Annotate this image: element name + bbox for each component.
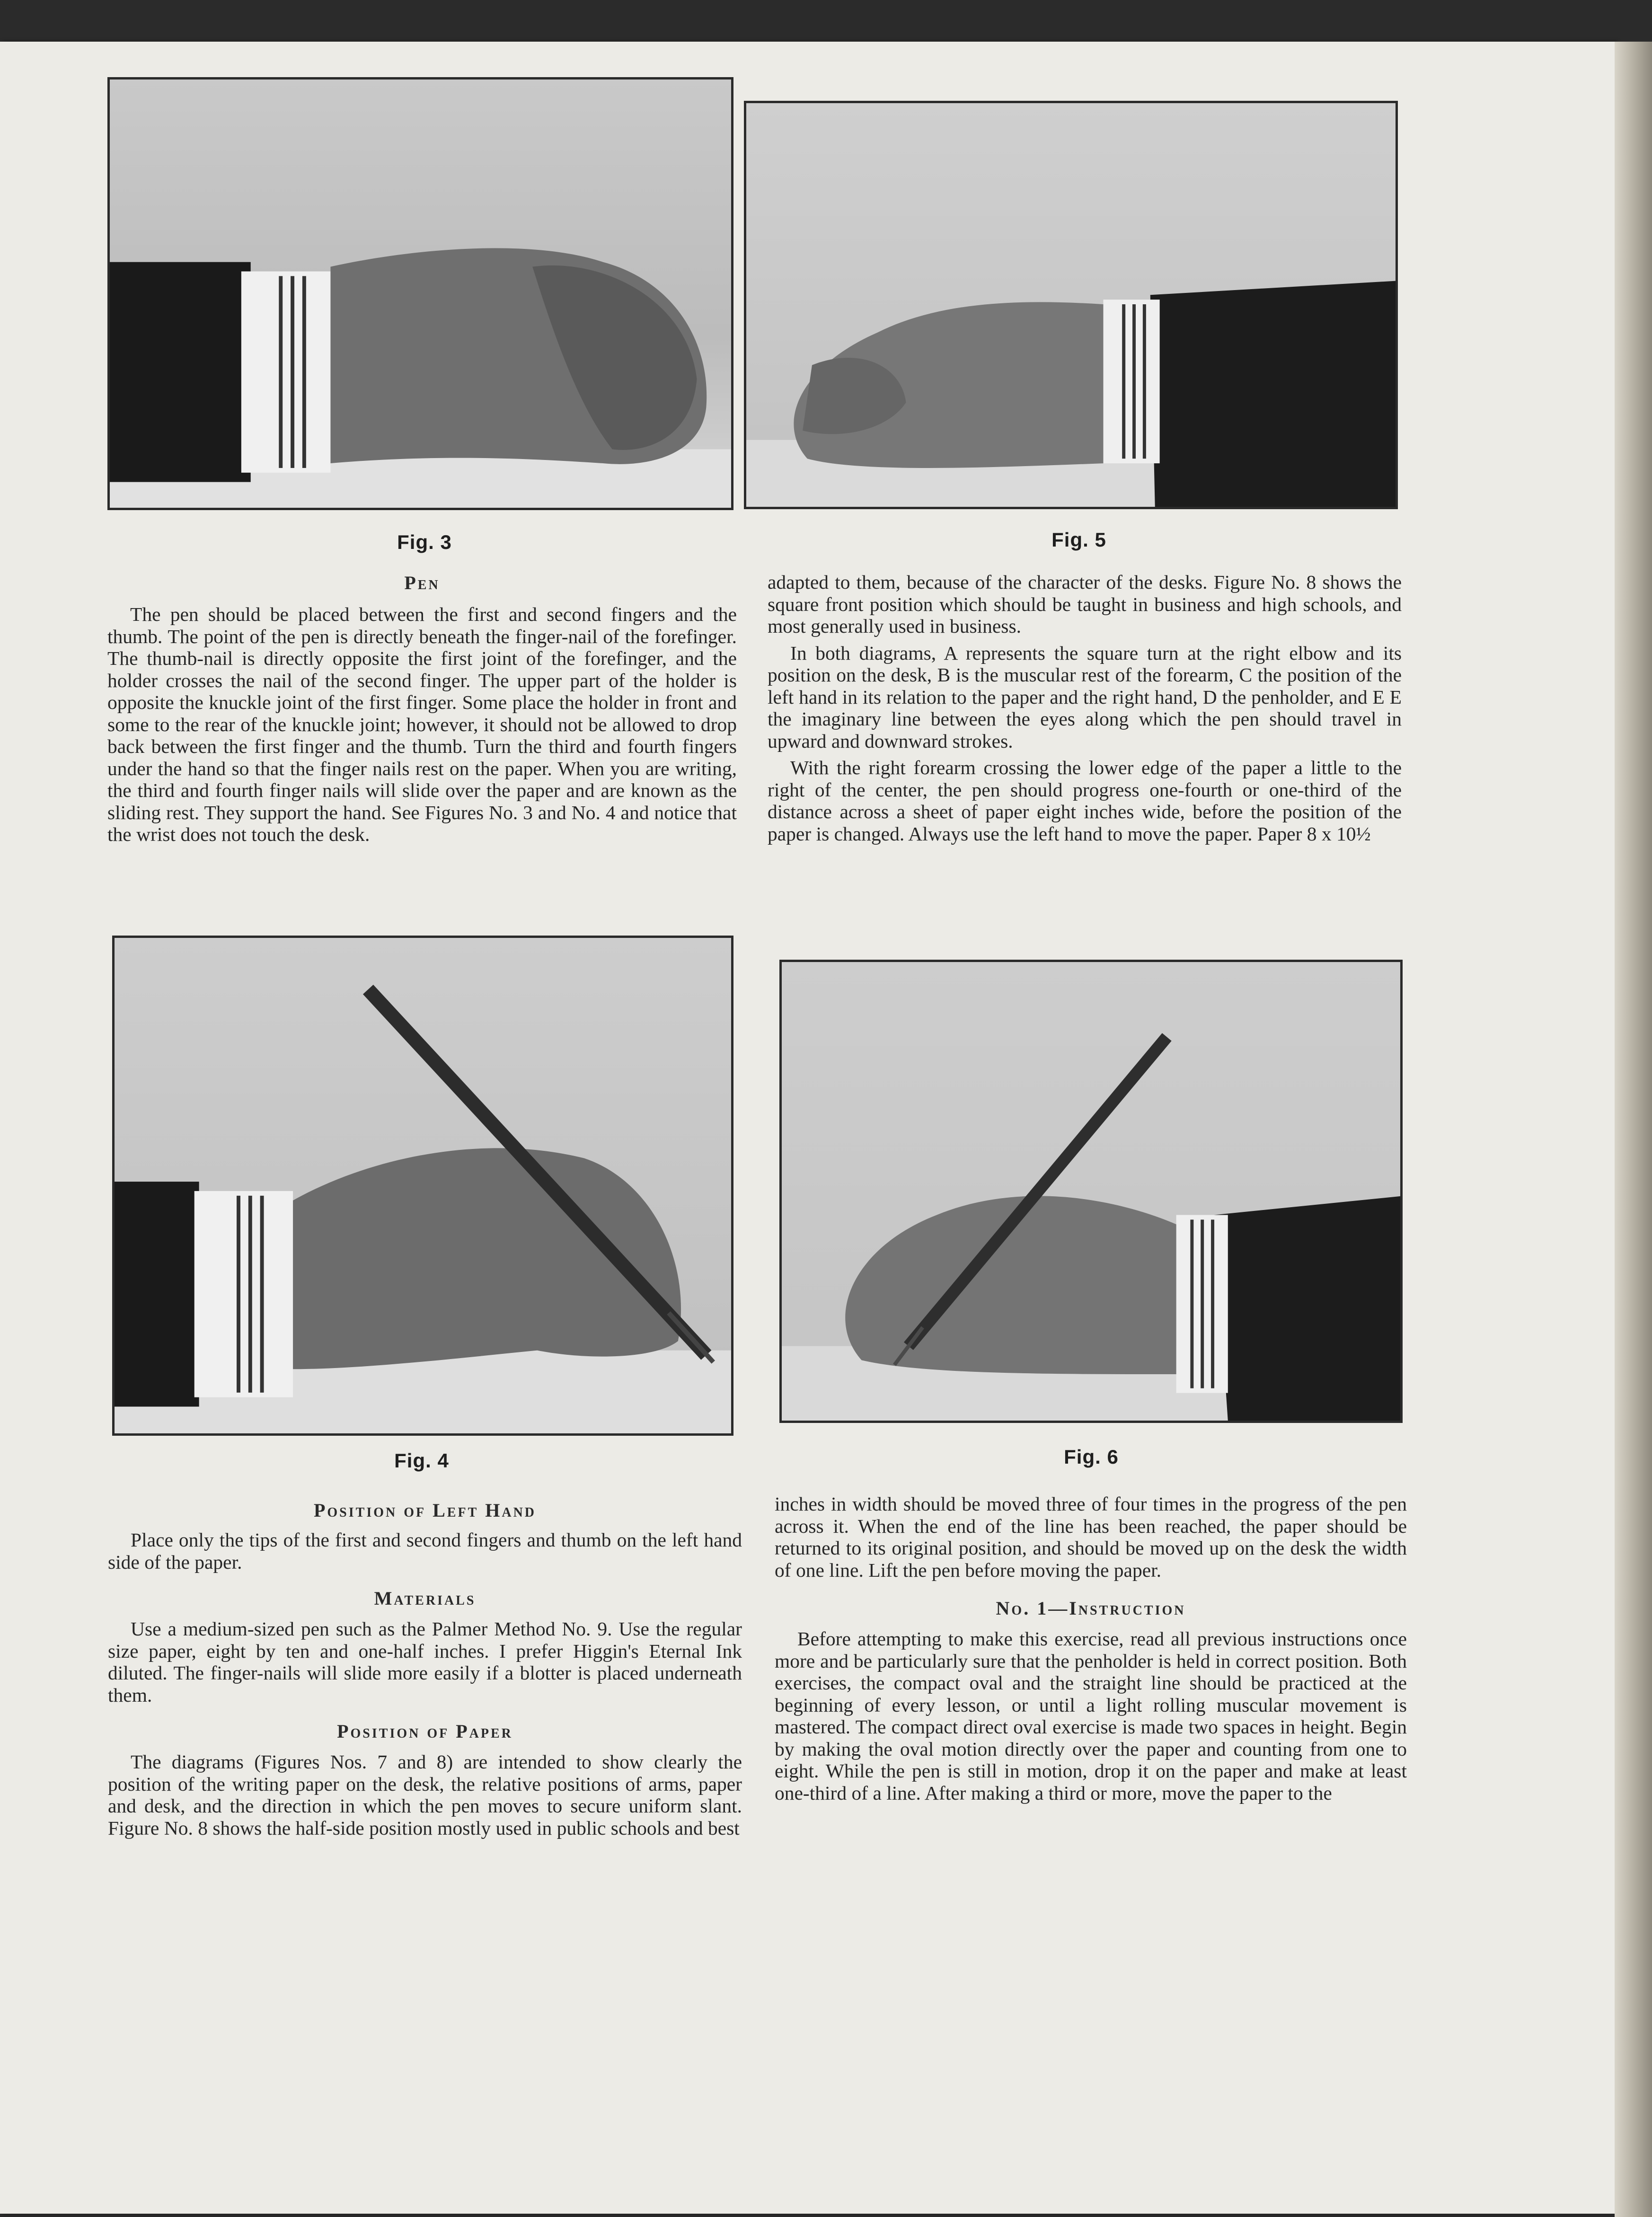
caption-fig-6: Fig. 6: [1064, 1446, 1119, 1468]
caption-fig-5: Fig. 5: [1051, 529, 1106, 551]
caption-fig-4: Fig. 4: [394, 1449, 449, 1472]
paragraph-materials: Use a medium-sized pen such as the Palmer Method No. 9. Use the regular size paper, eight by ten and one-half inches. I prefer Higgin's Eternal Ink diluted. The finger-nails will slide more easily if a blotter is placed underneath them.: [108, 1618, 742, 1706]
page-edge: [1615, 42, 1652, 2217]
paragraph-instruction: Before attempting to make this exercise, read all previous instructions once more and be particularly sure that the penholder is held in correct position. Both exercises, the compact oval and the straight line should be practiced at the beginning of every lesson, or until a light rolling muscular movement is mastered. The compact direct oval exercise is made two spaces in height. Begin by making the oval motion directly over the paper and counting from one to eight. While the pen is still in motion, drop it on the paper and make at least one-third of a line. After making a third or more, move the paper to the: [775, 1628, 1407, 1804]
heading-instruction: No. 1—Instruction: [996, 1598, 1186, 1619]
paragraph-diagrams: In both diagrams, A represents the square turn at the right elbow and its position on the desk, B is the muscular rest of the forearm, C the position of the left hand in its relation to the paper and the right hand, D the penholder, and E E the imaginary line between the eyes along which the pen should travel in upward and downward strokes.: [768, 642, 1402, 752]
heading-position-of-paper: Position of Paper: [337, 1721, 513, 1742]
photo-fig-3: [107, 77, 733, 510]
heading-pen: Pen: [404, 572, 440, 593]
column-right-lower: [775, 1493, 1407, 1804]
heading-materials: Materials: [374, 1588, 476, 1609]
paragraph-adapted: adapted to them, because of the character of the desks. Figure No. 8 shows the square front position which should be taught in business and high schools, and most generally used in business.: [768, 571, 1402, 637]
heading-left-hand: Position of Left Hand: [313, 1500, 537, 1521]
paragraph-inches: inches in width should be moved three of four times in the progress of the pen across it. When the end of the line has been reached, the paper should be returned to its original position, and should be moved up on the desk the width of one line. Lift the pen before moving the paper.: [775, 1493, 1407, 1581]
paragraph-left-hand: Place only the tips of the first and second fingers and thumb on the left hand side of the paper.: [108, 1529, 742, 1573]
column-right-upper: [768, 571, 1402, 845]
paragraph-forearm: With the right forearm crossing the lower edge of the paper a little to the right of the center, the pen should progress one-fourth or one-third of the distance across a sheet of paper eight inches wide, before the position of the paper is changed. Always use the left hand to move the paper. Paper 8 x 10½: [768, 757, 1402, 845]
paragraph-pen: The pen should be placed between the first and second fingers and the thumb. The point of the pen is directly beneath the finger-nail of the forefinger. The thumb-nail is directly opposite the first joint of the forefinger, and the holder crosses the nail of the second finger. The upper part of the holder is opposite the knuckle joint of the first finger. Some place the holder in front and some to the rear of the knuckle joint; however, it should not be allowed to drop back between the first finger and the thumb. Turn the third and fourth fingers under the hand so that the finger nails rest on the paper. When you are writing, the third and fourth finger nails will slide over the paper and are known as the sliding rest. They support the hand. See Figures No. 3 and No. 4 and notice that the wrist does not touch the desk.: [107, 603, 737, 845]
paragraph-position-of-paper: The diagrams (Figures Nos. 7 and 8) are intended to show clearly the position of the writing paper on the desk, the relative positions of arms, paper and desk, and the direction in which the pen moves to secure uniform slant. Figure No. 8 shows the half-side position mostly used in public schools and best: [108, 1751, 742, 1839]
photo-fig-6: [779, 960, 1403, 1423]
column-left-lower: [108, 1499, 742, 1839]
column-left-upper: [107, 572, 737, 846]
photo-fig-5: [744, 101, 1398, 509]
caption-fig-3: Fig. 3: [397, 531, 452, 553]
photo-fig-4: [112, 936, 733, 1436]
